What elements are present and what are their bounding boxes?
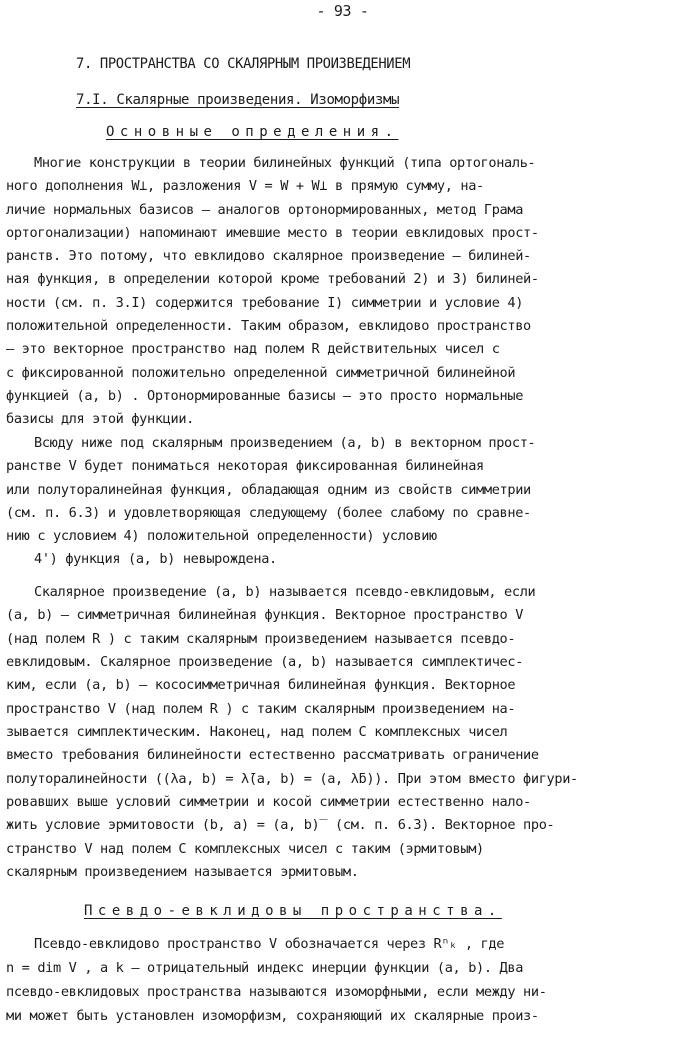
text-line: нию с условием 4) положительной определенности) условию [6,528,437,545]
page-number: - 93 - [316,2,369,20]
section-title: 7.I. Скалярные произведения. Изоморфизмы [76,92,400,108]
text-line: зывается симплектическим. Наконец, над полем C комплексных чисел [6,724,508,741]
text-line: положительной определенности. Таким образом, евклидово пространство [6,318,531,335]
text-line: евклидовым. Скалярное произведение (a, b) называется симплектичес- [6,654,524,671]
text-line: или полуторалинейная функция, обладающая одним из свойств симметрии [6,481,531,498]
paragraph-2 [6,432,681,572]
subsection-pseudo-euclidean: Псевдо-евклидовы пространства. [84,903,502,919]
paragraph-3 [6,581,681,884]
text-line: псевдо-евклидовых пространства называются изоморфными, если между ни- [6,984,547,1000]
text-line: ранств. Это потому, что евклидово скалярное произведение – билиней- [6,248,531,265]
text-line: n = dim V , а k – отрицательный индекс инерции функции (a, b). Два [6,960,524,976]
text-line: ровавших выше условий симметрии и косой симметрии естественно нало- [6,794,531,811]
text-line: с фиксированной положительно определенной симметричной билинейной [6,364,516,381]
text-line: (над полем R ) с таким скалярным произведением называется псевдо- [6,630,516,647]
text-line: ранстве V будет пониматься некоторая фиксированная билинейная [6,458,484,475]
paragraph-1 [6,152,681,432]
text-line: Псевдо-евклидово пространство V обозначается через Rⁿₖ , где [34,936,505,952]
text-line: жить условие эрмитовости (b, a) = (a, b)‾ (см. п. 6.3). Векторное про- [6,817,555,834]
text-line: скалярным произведением называется эрмитовым. [6,864,359,881]
text-line: полуторалинейности ((λa, b) = λ̄(a, b) = (a, λ̄b)). При этом вместо фигури- [6,770,578,787]
text-line: пространство V (над полем R ) с таким скалярным произведением на- [6,700,516,717]
text-line: базисы для этой функции. [6,411,195,428]
text-line: ная функция, в определении которой кроме требований 2) и 3) билиней- [6,271,539,288]
text-line: Скалярное произведение (a, b) называется псевдо-евклидовым, если [34,584,536,600]
text-line: ким, если (a, b) – кососимметричная билинейная функция. Векторное [6,677,516,694]
text-line: Всюду ниже под скалярным произведением (a, b) в векторном прост- [34,435,536,451]
text-line: 4') функция (a, b) невырождена. [34,551,277,568]
subsection-basic-definitions: Основные определения. [106,124,399,140]
text-line: вместо требования билинейности естественно рассматривать ограничение [6,747,539,764]
text-line: ного дополнения W⊥, разложения V = W + W⊥ в прямую сумму, на- [6,178,484,195]
text-line: ности (см. п. 3.I) содержится требование I) симметрии и условие 4) [6,294,524,311]
chapter-title: 7. ПРОСТРАНСТВА СО СКАЛЯРНЫМ ПРОИЗВЕДЕНИЕМ [76,56,411,72]
paragraph-4 [6,932,681,1028]
text-line: личие нормальных базисов – аналогов ортонормированных, метод Грама [6,201,524,218]
text-line: функцией (a, b) . Ортонормированные базисы – это просто нормальные [6,387,524,404]
text-line: Многие конструкции в теории билинейных функций (типа ортогональ- [34,155,536,171]
text-line: ми может быть установлен изоморфизм, сохраняющий их скалярные произ- [6,1008,539,1024]
text-line: (a, b) – симметричная билинейная функция. Векторное пространство V [6,607,524,624]
text-line: странство V над полем C комплексных чисел с таким (эрмитовым) [6,840,484,857]
text-line: (см. п. 6.3) и удовлетворяющая следующему (более слабому по сравне- [6,504,531,521]
text-line: ортогонализации) напоминают имевшие место в теории евклидовых прост- [6,224,539,241]
text-line: – это векторное пространство над полем R действительных чисел с [6,341,500,358]
